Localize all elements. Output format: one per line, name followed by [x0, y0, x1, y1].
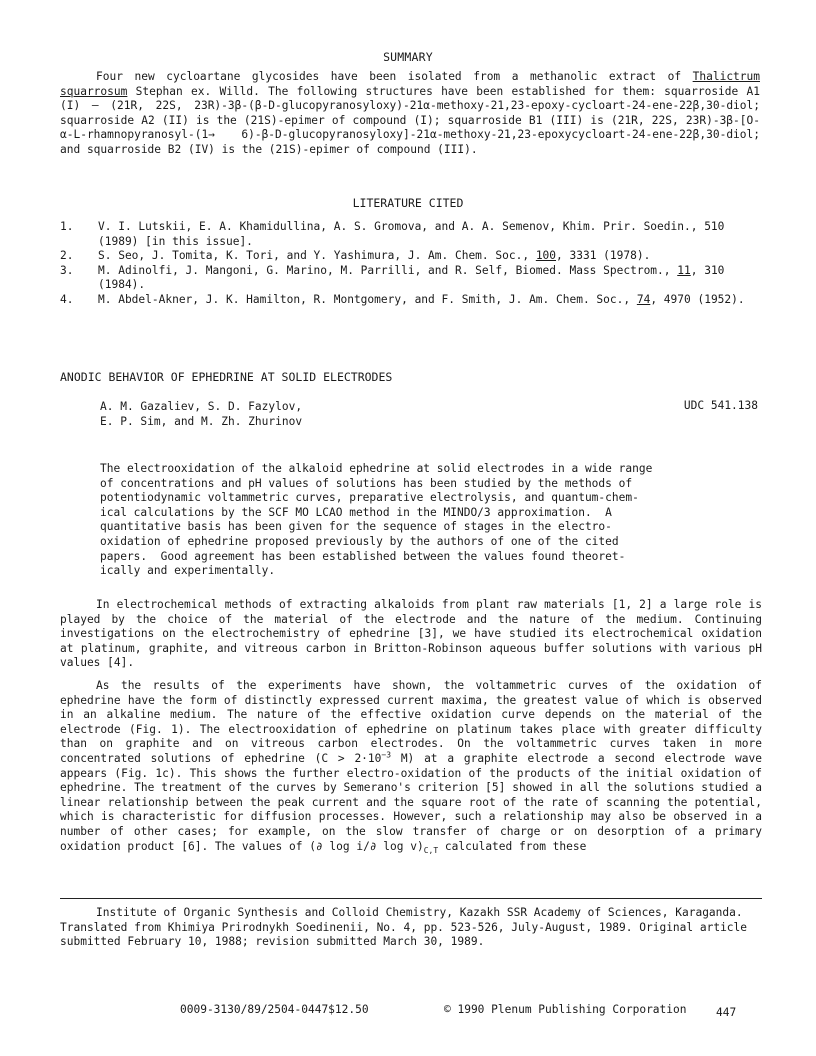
reference-number: 2.	[60, 249, 74, 263]
reference-citation: V. I. Lutskii, E. A. Khamidullina, A. S. Gromova, and A. A. Semenov, Khim. Prir. Soedin., 510 (1989) [in this issue].	[98, 220, 725, 248]
paragraph-2	[60, 679, 762, 854]
reference-item	[60, 220, 760, 249]
reference-pages: , 3331 (1978).	[556, 249, 651, 263]
reference-volume: 11	[677, 263, 691, 277]
derivative-subscript: C,T	[423, 845, 439, 855]
reference-volume: 100	[535, 249, 557, 263]
paragraph-2-part-c: calculated from these	[438, 839, 587, 853]
copyright-notice: © 1990 Plenum Publishing Corporation	[444, 1003, 687, 1016]
page-number: 447	[716, 1006, 737, 1019]
reference-volume: 74	[636, 292, 651, 306]
reference-text	[98, 264, 760, 293]
summary-text-start: Four new cycloartane glycosides have been isolated from a methanolic extract of	[96, 70, 693, 83]
authors-line-1: A. M. Gazaliev, S. D. Fazylov,	[100, 400, 303, 413]
reference-citation: M. Adinolfi, J. Mangoni, G. Marino, M. Parrilli, and R. Self, Biomed. Mass Spectrom.,	[98, 263, 678, 277]
author-list	[100, 399, 302, 429]
reference-number: 3.	[60, 263, 74, 277]
summary-text-rest: Stephan ex. Willd. The following structures have been established for them: squarroside A1 (I) — (21R, 22S, 23R)-3β-(β-D-glucopyranosyloxy)-21α-methoxy-21,23-epoxy-cycloart-24-ene-22β,30-diol; squarroside A2 (II) is the (21S)-epimer of compound (I); squarroside B1 (III) is (21R, 22S, 23R)-3β-[O-α-L-rhamnopyranosyl-(1→ 6)-β-D-glucopyranosyloxy]-21α-methoxy-21,23-epoxycycloart-24-ene-22β,30-diol; and squarroside B2 (IV) is the (21S)-epimer of compound (III).	[60, 84, 760, 156]
reference-pages: , 310 (1984).	[98, 263, 725, 292]
reference-number: 4.	[60, 292, 74, 306]
article-code: 0009-3130/89/2504-0447$12.50	[180, 1003, 369, 1016]
reference-citation: M. Abdel-Akner, J. K. Hamilton, R. Montgomery, and F. Smith, J. Am. Chem. Soc.,	[98, 292, 637, 306]
paragraph-2-part-a: As the results of the experiments have shown, the voltammetric curves of the oxidation of ephedrine have the form of distinctly expressed current maxima, the greatest value of which is observed in an alkaline medium. The nature of the effective oxidation curve depends on the material of the electrode (Fig. 1). The electrooxidation of ephedrine on platinum takes place with greater difficulty than on graphite and on vitreous carbon electrodes. On the voltammetric curves taken in more concentrated solutions of ephedrine (C > 2·10	[60, 678, 762, 765]
summary-heading: SUMMARY	[383, 50, 433, 64]
reference-text	[98, 220, 760, 249]
article-title: ANODIC BEHAVIOR OF EPHEDRINE AT SOLID ELECTRODES	[60, 370, 393, 384]
authors-line-2: E. P. Sim, and M. Zh. Zhurinov	[100, 415, 303, 428]
reference-pages: , 4970 (1952).	[650, 292, 745, 306]
reference-citation: S. Seo, J. Tomita, K. Tori, and Y. Yashimura, J. Am. Chem. Soc.,	[98, 249, 536, 263]
reference-number: 1.	[60, 220, 74, 233]
reference-item	[60, 249, 760, 264]
concentration-exponent: −3	[381, 750, 392, 760]
udc-code: UDC 541.138	[683, 399, 758, 412]
reference-list	[60, 220, 760, 308]
affiliation-footnote: Institute of Organic Synthesis and Colloid Chemistry, Kazakh SSR Academy of Sciences, Karaganda. Translated from Khimiya Prirodnykh Soedinenii, No. 4, pp. 523-526, July-August, 1989. Original article submitted February 10, 1988; revision submitted March 30, 1989.	[60, 906, 748, 949]
paragraph-2-part-b: M) at a graphite electrode a second electrode wave appears (Fig. 1c). This shows the further electro-oxidation of the products of the initial oxidation of ephedrine. The treatment of the curves by Semerano's criterion [5] showed in all the solutions studied a linear relationship between the peak current and the square root of the rate of scanning the potential, which is characteristic for diffusion processes. However, such a relationship may also be observed in a number of other cases; for example, on the slow transfer of charge or on desorption of a primary oxidation product [6]. The values of (∂ log i/∂ log v)	[60, 751, 762, 853]
reference-text	[98, 293, 760, 308]
reference-text	[98, 249, 760, 264]
footnote-divider	[60, 898, 762, 899]
reference-item	[60, 293, 760, 308]
paragraph-1: In electrochemical methods of extracting alkaloids from plant raw materials [1, 2] a large role is played by the choice of the material of the electrode and the nature of the medium. Continuing investigations on the electrochemistry of ephedrine [3], we have studied its electrochemical oxidation at platinum, graphite, and vitreous carbon in Britton-Robinson aqueous buffer solutions with various pH values [4].	[60, 598, 762, 670]
species-name: Thalictrum squarrosum	[60, 70, 760, 98]
summary-text	[60, 70, 760, 158]
main-text	[60, 598, 762, 862]
reference-item	[60, 264, 760, 293]
literature-heading: LITERATURE CITED	[352, 196, 464, 210]
abstract: The electrooxidation of the alkaloid ephedrine at solid electrodes in a wide range of concentrations and pH values of solutions has been studied by the methods of potentiodynamic voltammetric curves, preparative electrolysis, and quantum-chem- ical calculations by the SCF MO LCAO method in the MINDO/3 approximation. A quantitative basis has been given for the sequence of stages in the electro- oxidation of ephedrine proposed previously by the authors of one of the cited papers. Good agreement has been established between the values found theoret- ically and experimentally.	[100, 462, 653, 578]
